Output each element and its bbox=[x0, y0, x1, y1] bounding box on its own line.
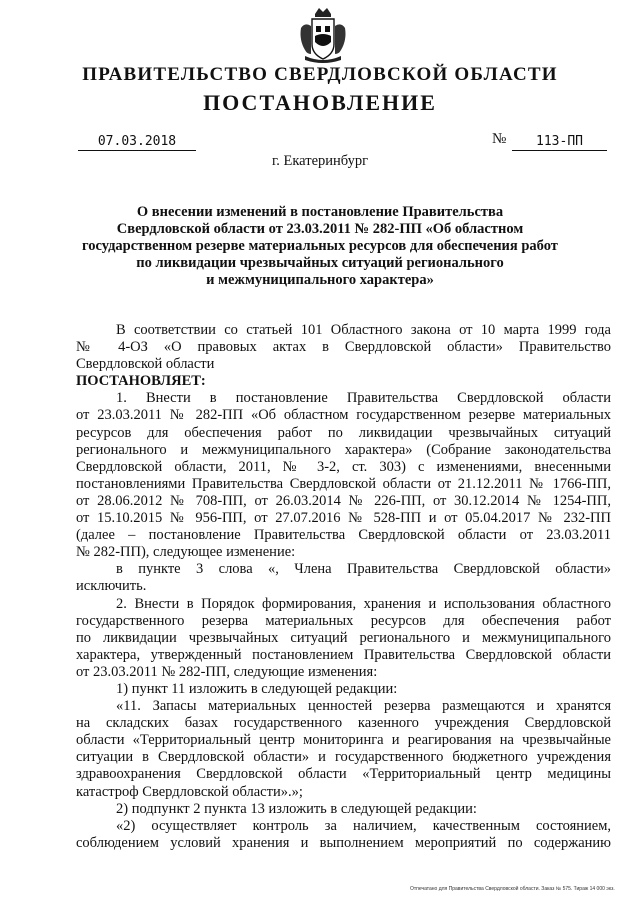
body-line: от 23.03.2011 № 282-ПП «Об областном государственном резерве материальных bbox=[76, 407, 611, 424]
city: г. Екатеринбург bbox=[271, 153, 369, 169]
coat-of-arms-icon bbox=[297, 6, 349, 66]
body-line: «11. Запасы материальных ценностей резерва размещаются и хранятся bbox=[116, 698, 611, 715]
body-line: характера, утвержденный постановлением Правительства Свердловской области bbox=[76, 646, 611, 663]
body-line: исключить. bbox=[76, 578, 147, 595]
document-date: 07.03.2018 bbox=[78, 134, 196, 151]
document-body bbox=[76, 322, 611, 852]
resolution-heading: ПОСТАНОВЛЯЕТ: bbox=[76, 373, 206, 390]
body-line: «2) осуществляет контроль за наличием, качественным состоянием, bbox=[116, 817, 611, 834]
body-line: соблюдением условий хранения и выполнением мероприятий по содержанию bbox=[76, 834, 611, 851]
body-line: (далее – постановление Правительства Свердловской области от 23.03.2011 bbox=[76, 527, 611, 544]
body-line: № 282-ПП), следующее изменение: bbox=[76, 544, 296, 561]
title-line: Свердловской области от 23.03.2011 № 282-ПП «Об областном bbox=[116, 221, 524, 237]
body-line: в пункте 3 слова «, Члена Правительства Свердловской области» bbox=[116, 561, 611, 578]
title-line: по ликвидации чрезвычайных ситуаций регионального bbox=[136, 255, 504, 271]
body-line: 2) подпункт 2 пункта 13 изложить в следующей редакции: bbox=[116, 800, 477, 817]
body-line: от 23.03.2011 № 282-ПП, следующие изменения: bbox=[76, 663, 378, 680]
document-type: ПОСТАНОВЛЕНИЕ bbox=[203, 90, 437, 115]
body-line: государственного резерва материальных ресурсов для обеспечения работ bbox=[76, 612, 611, 629]
body-line: ресурсов для обеспечения работ по ликвидации чрезвычайных ситуаций bbox=[76, 424, 611, 441]
body-line: постановлениями Правительства Свердловской области от 21.12.2011 № 1766-ПП, bbox=[76, 475, 611, 492]
body-line: здравоохранения Свердловской области «Территориальный центр медицины bbox=[76, 766, 611, 783]
body-line: по ликвидации чрезвычайных ситуаций регионального и межмуниципального bbox=[76, 629, 611, 646]
body-line: регионального и межмуниципального характера» (Собрание законодательства bbox=[76, 441, 611, 458]
body-line: 1) пункт 11 изложить в следующей редакции: bbox=[116, 680, 398, 697]
title-line: и межмуниципального характера» bbox=[206, 272, 434, 288]
title-line: О внесении изменений в постановление Правительства bbox=[136, 204, 504, 220]
government-name: ПРАВИТЕЛЬСТВО СВЕРДЛОВСКОЙ ОБЛАСТИ bbox=[82, 64, 558, 85]
document-number: 113-ПП bbox=[512, 134, 607, 151]
print-footer: Отпечатано для Правительства Свердловской области. Заказ № 575. Тираж 14 000 экз. bbox=[410, 886, 615, 892]
body-line: катастроф Свердловской области».»; bbox=[76, 783, 303, 800]
document-title bbox=[60, 204, 580, 289]
body-line: Свердловской области bbox=[76, 356, 215, 373]
title-line: государственном резерве материальных ресурсов для обеспечения работ bbox=[82, 238, 558, 254]
body-line: ситуации в Свердловской области» и государственного бюджетного учреждения bbox=[76, 749, 611, 766]
number-label: № bbox=[492, 131, 507, 147]
body-line: на складских базах государственного казенного учреждения Свердловской bbox=[76, 715, 611, 732]
body-line: № 4-ОЗ «О правовых актах в Свердловской области» Правительство bbox=[76, 339, 611, 356]
body-line: Свердловской области, 2011, № 3-2, ст. 303) с изменениями, внесенными bbox=[76, 458, 611, 475]
body-line: от 15.10.2015 № 956-ПП, от 27.07.2016 № 528-ПП и от 05.04.2017 № 232-ПП bbox=[76, 510, 611, 527]
body-line: 2. Внести в Порядок формирования, хранения и использования областного bbox=[116, 595, 611, 612]
body-line: 1. Внести в постановление Правительства Свердловской области bbox=[116, 390, 611, 407]
body-line: от 28.06.2012 № 708-ПП, от 26.03.2014 № 226-ПП, от 30.12.2014 № 1254-ПП, bbox=[76, 492, 611, 509]
body-line: В соответствии со статьей 101 Областного закона от 10 марта 1999 года bbox=[116, 322, 611, 338]
body-line: области «Территориальный центр мониторинга и реагирования на чрезвычайные bbox=[76, 732, 611, 749]
